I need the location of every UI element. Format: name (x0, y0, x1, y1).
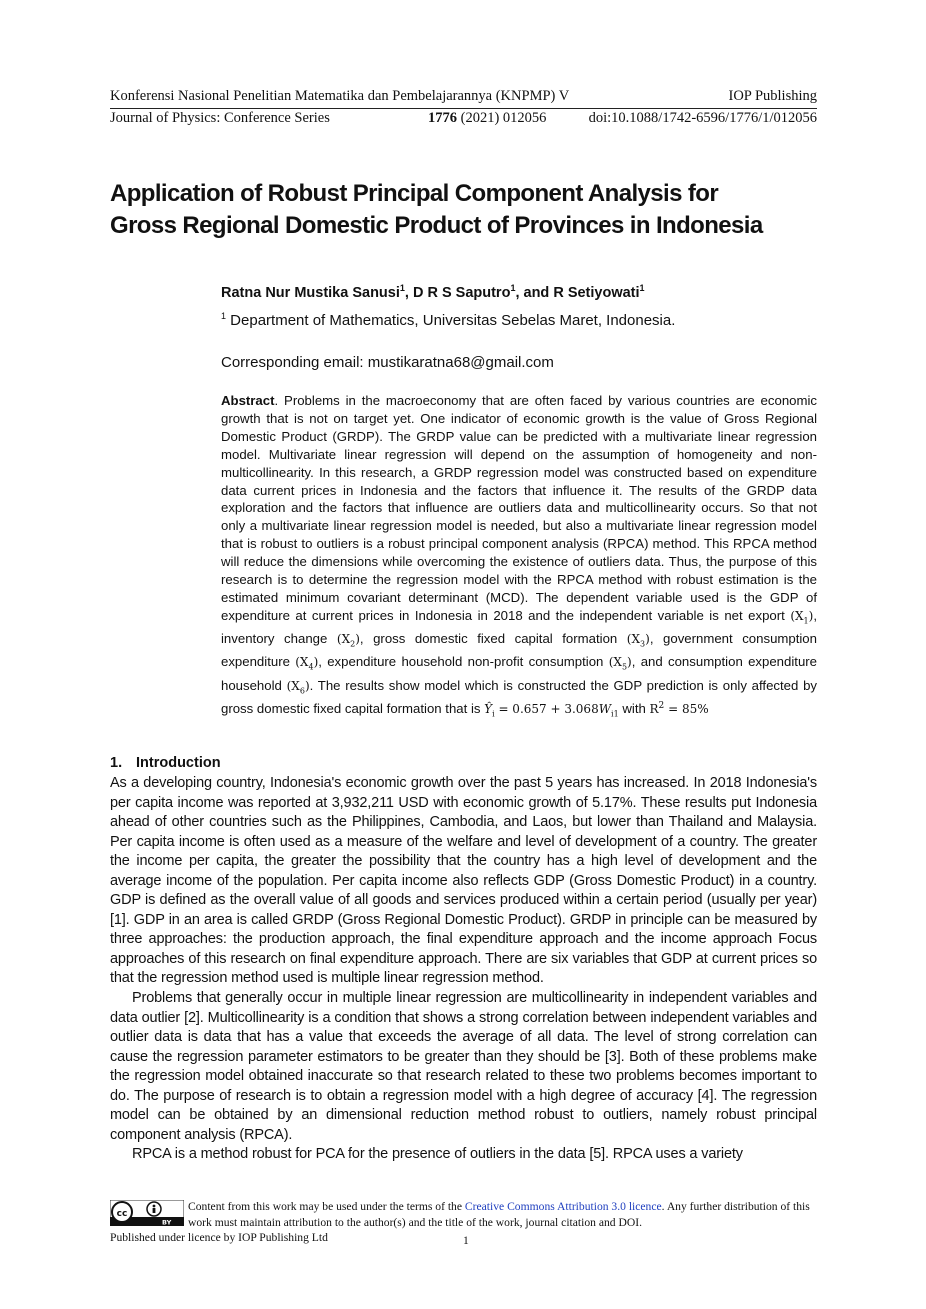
page-number: 1 (463, 1234, 469, 1247)
abstract (221, 392, 817, 723)
author-separator: , (515, 285, 524, 301)
variable-x2: $(X_2)$ (336, 632, 360, 649)
var-subscript: 6 (299, 686, 305, 696)
section-heading (110, 755, 221, 771)
var-subscript: 5 (621, 662, 628, 672)
r-symbol: R (649, 702, 659, 717)
author-name: and R Setiyowati (523, 285, 640, 301)
eq-subscript: i1 (611, 709, 619, 719)
section-title: Introduction (136, 755, 221, 771)
article-number: (2021) 012056 (460, 110, 547, 126)
section-number: 1. (110, 755, 123, 771)
author-name: Ratna Nur Mustika Sanusi (221, 285, 400, 301)
affiliation-mark: 1 (639, 283, 645, 294)
abstract-text: , gross domestic fixed capital formation (359, 631, 618, 647)
abstract-text: with (618, 701, 650, 717)
body-text (110, 774, 817, 1165)
affiliation-text: Department of Mathematics, Universitas Sebelas Maret, Indonesia. (226, 312, 676, 329)
variable-x6: $(X_6)$ (286, 678, 310, 696)
variable-x5: $(X_5)$ (608, 655, 632, 672)
paragraph: RPCA is a method robust for PCA for the presence of outliers in the data [5]. RPCA uses a variety (132, 1146, 743, 1163)
running-header (110, 88, 817, 109)
var-symbol: X (795, 608, 804, 623)
abstract-text: , and consumption expenditure household (221, 654, 818, 693)
conference-name: Konferensi Nasional Penelitian Matematika dan Pembelajarannya (KNPMP) V (110, 88, 570, 104)
var-subscript: 4 (308, 662, 314, 672)
eq-w: W (598, 702, 612, 717)
abstract-text: , expenditure household non-profit consumption (318, 654, 604, 670)
svg-text:cc: cc (116, 1209, 128, 1219)
title-line: Application of Robust Principal Component Analysis for (110, 180, 719, 207)
var-symbol: X (341, 632, 351, 647)
cc-by-icon (110, 1200, 184, 1226)
license-link[interactable]: Creative Commons Attribution 3.0 licence (464, 1200, 662, 1213)
var-symbol: X (631, 632, 641, 647)
paragraph: As a developing country, Indonesia's economic growth over the past 5 years has increased. In 2018 Indonesia's per capita income was reported at 3,932,211 USD with economic growth of 5.17%. These results put Indonesia ahead of other countries such as the Philippines, Cambodia, and Laos, but lower than Thailand and Malaysia. Per capita income is often used as a measure of the welfare and level of development of a country. The greater the income per capita, the greater the possibility that the country has a high level of development and the average income of the population. Per capita income also reflects GDP (Gross Domestic Product) in a country. GDP is defined as the overall value of all goods and services produced within a certain period (usually per year) [1]. GDP in an area is called GRDP (Gross Regional Domestic Product). GRDP in principle can be measured by three approaches: the production approach, the final expenditure approach and the income approach Focus approaches of this research on final expenditure approach. There are six variables that GDP at current prices so that the regression method used is multiple linear regression method. (110, 775, 817, 987)
affiliation (221, 312, 675, 329)
eq-subscript: i (492, 709, 495, 719)
var-subscript: 3 (640, 639, 646, 649)
var-subscript: 2 (350, 639, 356, 649)
published-under: Published under licence by IOP Publishing Ltd (110, 1231, 328, 1244)
cc-by-license-badge[interactable] (110, 1200, 184, 1226)
affiliation-mark: 1 (221, 311, 227, 321)
r-squared (649, 702, 708, 716)
publisher-name: IOP Publishing (728, 88, 817, 104)
eq-coefficients: = 0.657 + 3.068 (494, 702, 599, 717)
abstract-text: . Problems in the macroeconomy that are often faced by various countries are economic growth that is not on target yet. One indicator of economic growth is the value of Gross Regional Domestic Product (GRDP). The GRDP value can be predicted with a multivariate linear regression model. Multivariate linear regression will depend on the assumption of homogeneity and non-multicollinearity. In this research, a GRDP regression model was constructed based on expenditure data current prices in Indonesia and the factors that influence it. The results of the GRDP data exploration and the factors that influence are outliers data and multicollinearity occurs. So that not only a multivariate linear regression model is needed, but also a multivariate linear regression model that is robust to outliers is a robust principal component analysis (RPCA) method. This RPCA method will reduce the dimensions while overcoming the existence of outliers data. Thus, the purpose of this research is to determine the regression model with the RPCA method with robust estimation is the estimated minimum covariant determinant (MCD). The dependent variable used is the GDP of expenditure at current prices in Indonesia in 2018 and the independent variable is net export (221, 393, 817, 623)
abstract-text: , inventory change (221, 607, 817, 647)
paragraph: Problems that generally occur in multiple linear regression are multicollinearity in independent variables and data outlier [2]. Multicollinearity is a condition that shows a strong correlation between independent variables and outlier data is data that has a value that exceeds the average of all data. The level of strong correlation can cause the regression parameter estimators to be greater than they should be [3]. Both of these problems make the regression model obtained inaccurate so that research related to these two problems becomes important to do. The purpose of research is to obtain a regression model with a high degree of accuracy [4]. The regression model can be obtained by an dimensional reduction method robust to outliers, namely robust principal component analysis (RPCA). (110, 990, 817, 1143)
r-superscript: 2 (658, 701, 665, 712)
journal-header (110, 110, 817, 128)
affiliation-mark: 1 (510, 283, 516, 294)
volume-number: 1776 (428, 110, 457, 126)
journal-name: Journal of Physics: Conference Series (110, 110, 330, 126)
license-text: . Any further distribution of this work must maintain attribution to the author(s) and the title of the work, journal citation and DOI. (188, 1200, 810, 1229)
author-name: D R S Saputro (412, 285, 511, 301)
doi: doi:10.1088/1742-6596/1776/1/012056 (588, 110, 817, 126)
r-value: = 85% (664, 702, 709, 717)
variable-x4: $(X_4)$ (295, 655, 319, 672)
title-line: Gross Regional Domestic Product of Provinces in Indonesia (110, 212, 763, 239)
var-symbol: X (291, 678, 300, 693)
var-symbol: X (613, 655, 622, 670)
abstract-text: , government consumption expenditure (221, 631, 817, 670)
corresponding-email: Corresponding email: mustikaratna68@gmail.com (221, 354, 554, 371)
abstract-label: Abstract (221, 393, 275, 408)
affiliation-mark: 1 (399, 283, 405, 294)
author-separator: , (404, 285, 413, 301)
paper-title (110, 178, 830, 242)
license-text: Content from this work may be used under the terms of the (188, 1200, 465, 1213)
abstract-text: . The results show model which is constructed the GDP prediction is only affected by gross domestic fixed capital formation that is (221, 677, 817, 717)
variable-x3: $(X_3)$ (626, 632, 650, 649)
license-notice (188, 1199, 818, 1231)
var-subscript: 1 (803, 616, 809, 626)
author-list (221, 285, 645, 301)
regression-equation (484, 702, 619, 719)
cc-by-label: BY (162, 1218, 172, 1226)
volume-info (428, 110, 546, 127)
variable-x1: $(X_1)$ (790, 608, 814, 626)
var-symbol: X (299, 655, 309, 670)
eq-y-hat: Ŷ (484, 702, 493, 717)
